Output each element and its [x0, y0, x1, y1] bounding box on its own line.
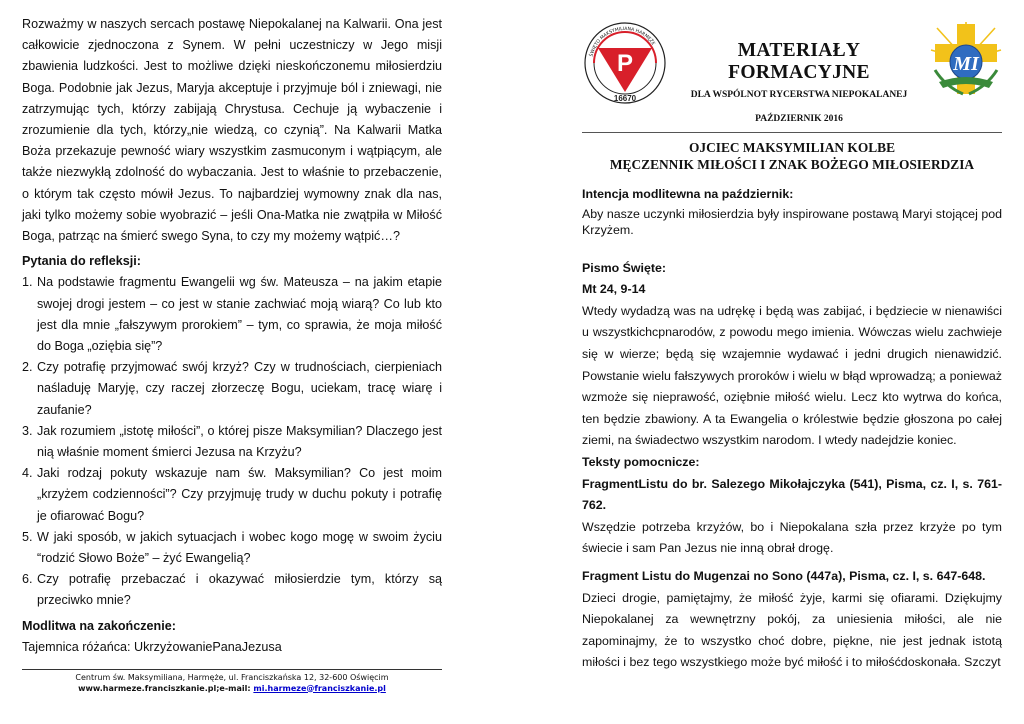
questions-heading: Pytania do refleksji: [22, 254, 141, 269]
question-item [22, 272, 442, 357]
footer [22, 669, 442, 694]
page-subtitle: DLA WSPÓLNOT RYCERSTWA NIEPOKALANEJ [690, 90, 908, 100]
questions-list [22, 272, 442, 611]
footer-email-link[interactable]: mi.harmeze@franciszkanie.pl [253, 683, 386, 693]
source-2-heading: Fragment Listu do Mugenzai no Sono (447a), Pisma, cz. I, s. 647-648. [582, 568, 986, 583]
article-title-line-1: OJCIEC MAKSYMILIAN KOLBE [688, 140, 896, 155]
footer-website: www.harmeze.franciszkanie.pl;e-mail: [78, 683, 254, 693]
spacer [582, 238, 1002, 258]
question-text: W jaki sposób, w jakich sytuacjach i wobec kogo mogę w swoim życiu “rodzić Słowo Boże” – żyć Ewangelią? [37, 529, 442, 566]
question-number: 5. [22, 529, 33, 544]
logo-ring-text: ŚWIĘTO MAKSYMILIANA HARMĘŻE [589, 26, 656, 58]
question-number: 3. [22, 423, 33, 438]
question-item [22, 421, 442, 463]
header [666, 40, 932, 124]
source-1-heading: FragmentListu do br. Salezego Mikołajczyka (541), Pisma, cz. I, s. 761-762. [582, 476, 1002, 513]
logo-mi-letters: MI [953, 53, 979, 75]
question-text: Jaki rodzaj pokuty wskazuje nam św. Maksymilian? Co jest moim „krzyżem codzienności”? Czy przyjmuję trudy w duchu pokuty i potrafię je ofiarować Bogu? [37, 466, 442, 523]
question-item [22, 569, 442, 611]
question-text: Czy potrafię przyjmować swój krzyż? Czy w trudnościach, cierpieniach naśladuję Maryję, czy raczej złorzeczę Bogu, uciekam, tracę wiarę i zaufanie? [37, 360, 442, 417]
footer-contact [22, 684, 442, 695]
intention-heading: Intencja modlitewna na październik: [582, 187, 794, 201]
scripture-reference: Mt 24, 9-14 [582, 282, 646, 297]
mi-cross-logo-icon [929, 20, 1004, 100]
article-title [582, 140, 1002, 173]
aux-texts-heading: Teksty pomocnicze: [582, 454, 700, 469]
prayer-heading: Modlitwa na zakończenie: [22, 618, 176, 633]
scripture-text: Wtedy wydadzą was na udrękę i będą was zabijać, i będziecie w nienawiści u wszystkichcpnarodów, z powodu mego imienia. Wówczas wielu zachwieje się w wierze; będą się wzajemnie wydawać i jedni drugich nienawidzić. Powstanie wielu fałszywych proroków i wielu w błąd wprowadzą; a ponieważ wzmoże się nieprawość, oziębnie miłość wielu. Lecz kto wytrwa do końca, ten będzie zbawiony. A ta Ewangelia o królestwie będzie głoszona po całej ziemi, na świadectwo wszystkim narodom. I wtedy nadejdzie koniec. [582, 303, 1002, 448]
page-title: MATERIAŁY FORMACYJNE [728, 40, 870, 83]
issue-date: PAŹDZIERNIK 2016 [755, 114, 843, 124]
logo-number: 16670 [613, 94, 637, 103]
intro-paragraph: Rozważmy w naszych sercach postawę Niepokalanej na Kalwarii. Ona jest całkowicie zjednoczona z Synem. W pełni uczestniczy w Jego misji zbawienia ludzkości. Jest to możliwe dzięki nieskończonemu miłosierdziu Boga. Podobnie jak Jezus, Maryja akceptuje i przyjmuje ból i zniewagi, nie zatrzymując tych, którzy zabijają Chrystusa. Cechuje ją wybaczenie i zrozumienie dla tych, którzy„nie wiedzą, co czynią”. Na Kalwarii Matka Boża przekazuje pewność wiary wszystkim zasmuconym i wątpiącym, ale także niezwykłą zdolność do wybaczania. Jest to właśnie to przebaczenie, o którym tak często mówił Jezus. To najbardziej wymowny znak dla nas, jaki tylko możemy sobie wyobrazić – jeśli Ona-Matka nie zwątpiła w Miłość Boga, patrząc na śmierć swego Syna, to czy my możemy wątpić…? [22, 17, 442, 244]
question-item [22, 357, 442, 421]
prayer-text: Tajemnica różańca: UkrzyżowaniePanaJezusa [22, 639, 282, 654]
right-column [582, 184, 1002, 674]
source-1-text: Wszędzie potrzeba krzyżów, bo i Niepokalana szła przez krzyże po tym świecie i sam Pan Jezus nie inną obrał drogę. [582, 519, 1002, 556]
scripture-heading: Pismo Święte: [582, 260, 667, 275]
source-2-text: Dzieci drogie, pamiętajmy, że miłość żyje, karmi się ofiarami. Dziękujmy Niepokalanej za wewnętrzny pokój, za uniesienia miłości, ale nie zapominajmy, że to wszystko choć dobre, piękne, nie jest jednak istotą miłości i bez tego wszystkiego może być miłość i to miłośćdoskonała. Szczyt [582, 590, 1002, 670]
logo-letter: P [616, 50, 634, 77]
question-item [22, 527, 442, 569]
article-title-line-2: MĘCZENNIK MIŁOŚCI I ZNAK BOŻEGO MIŁOSIERDZIA [609, 156, 975, 172]
question-number: 2. [22, 360, 33, 375]
intention-text: Aby nasze uczynki miłosierdzia były inspirowane postawą Maryi stojącej pod Krzyżem. [582, 206, 1002, 237]
footer-address: Centrum św. Maksymiliana, Harmęże, ul. Franciszkańska 12, 32-600 Oświęcim [75, 673, 389, 682]
question-number: 6. [22, 572, 33, 587]
p-badge-logo-icon [584, 22, 666, 104]
question-number: 1. [22, 275, 33, 290]
left-column [22, 14, 442, 658]
question-item [22, 463, 442, 527]
question-text: Czy potrafię przebaczać i okazywać miłosierdzie tym, którzy są przeciwko mnie? [37, 572, 442, 608]
question-text: Na podstawie fragmentu Ewangelii wg św. Mateusza – na jakim etapie swojej drogi jestem – co jest w stanie zachwiać moją wiarą? Co lub kto jest dla mnie „fałszywym prorokiem” – tym, co sprawia, że moja miłość do Boga „oziębia się”? [37, 275, 442, 354]
header-divider [582, 132, 1002, 133]
question-number: 4. [22, 466, 33, 481]
question-text: Jak rozumiem „istotę miłości”, o której pisze Maksymilian? Dlaczego jest nią właśnie moment śmierci Jezusa na Krzyżu? [37, 423, 442, 460]
